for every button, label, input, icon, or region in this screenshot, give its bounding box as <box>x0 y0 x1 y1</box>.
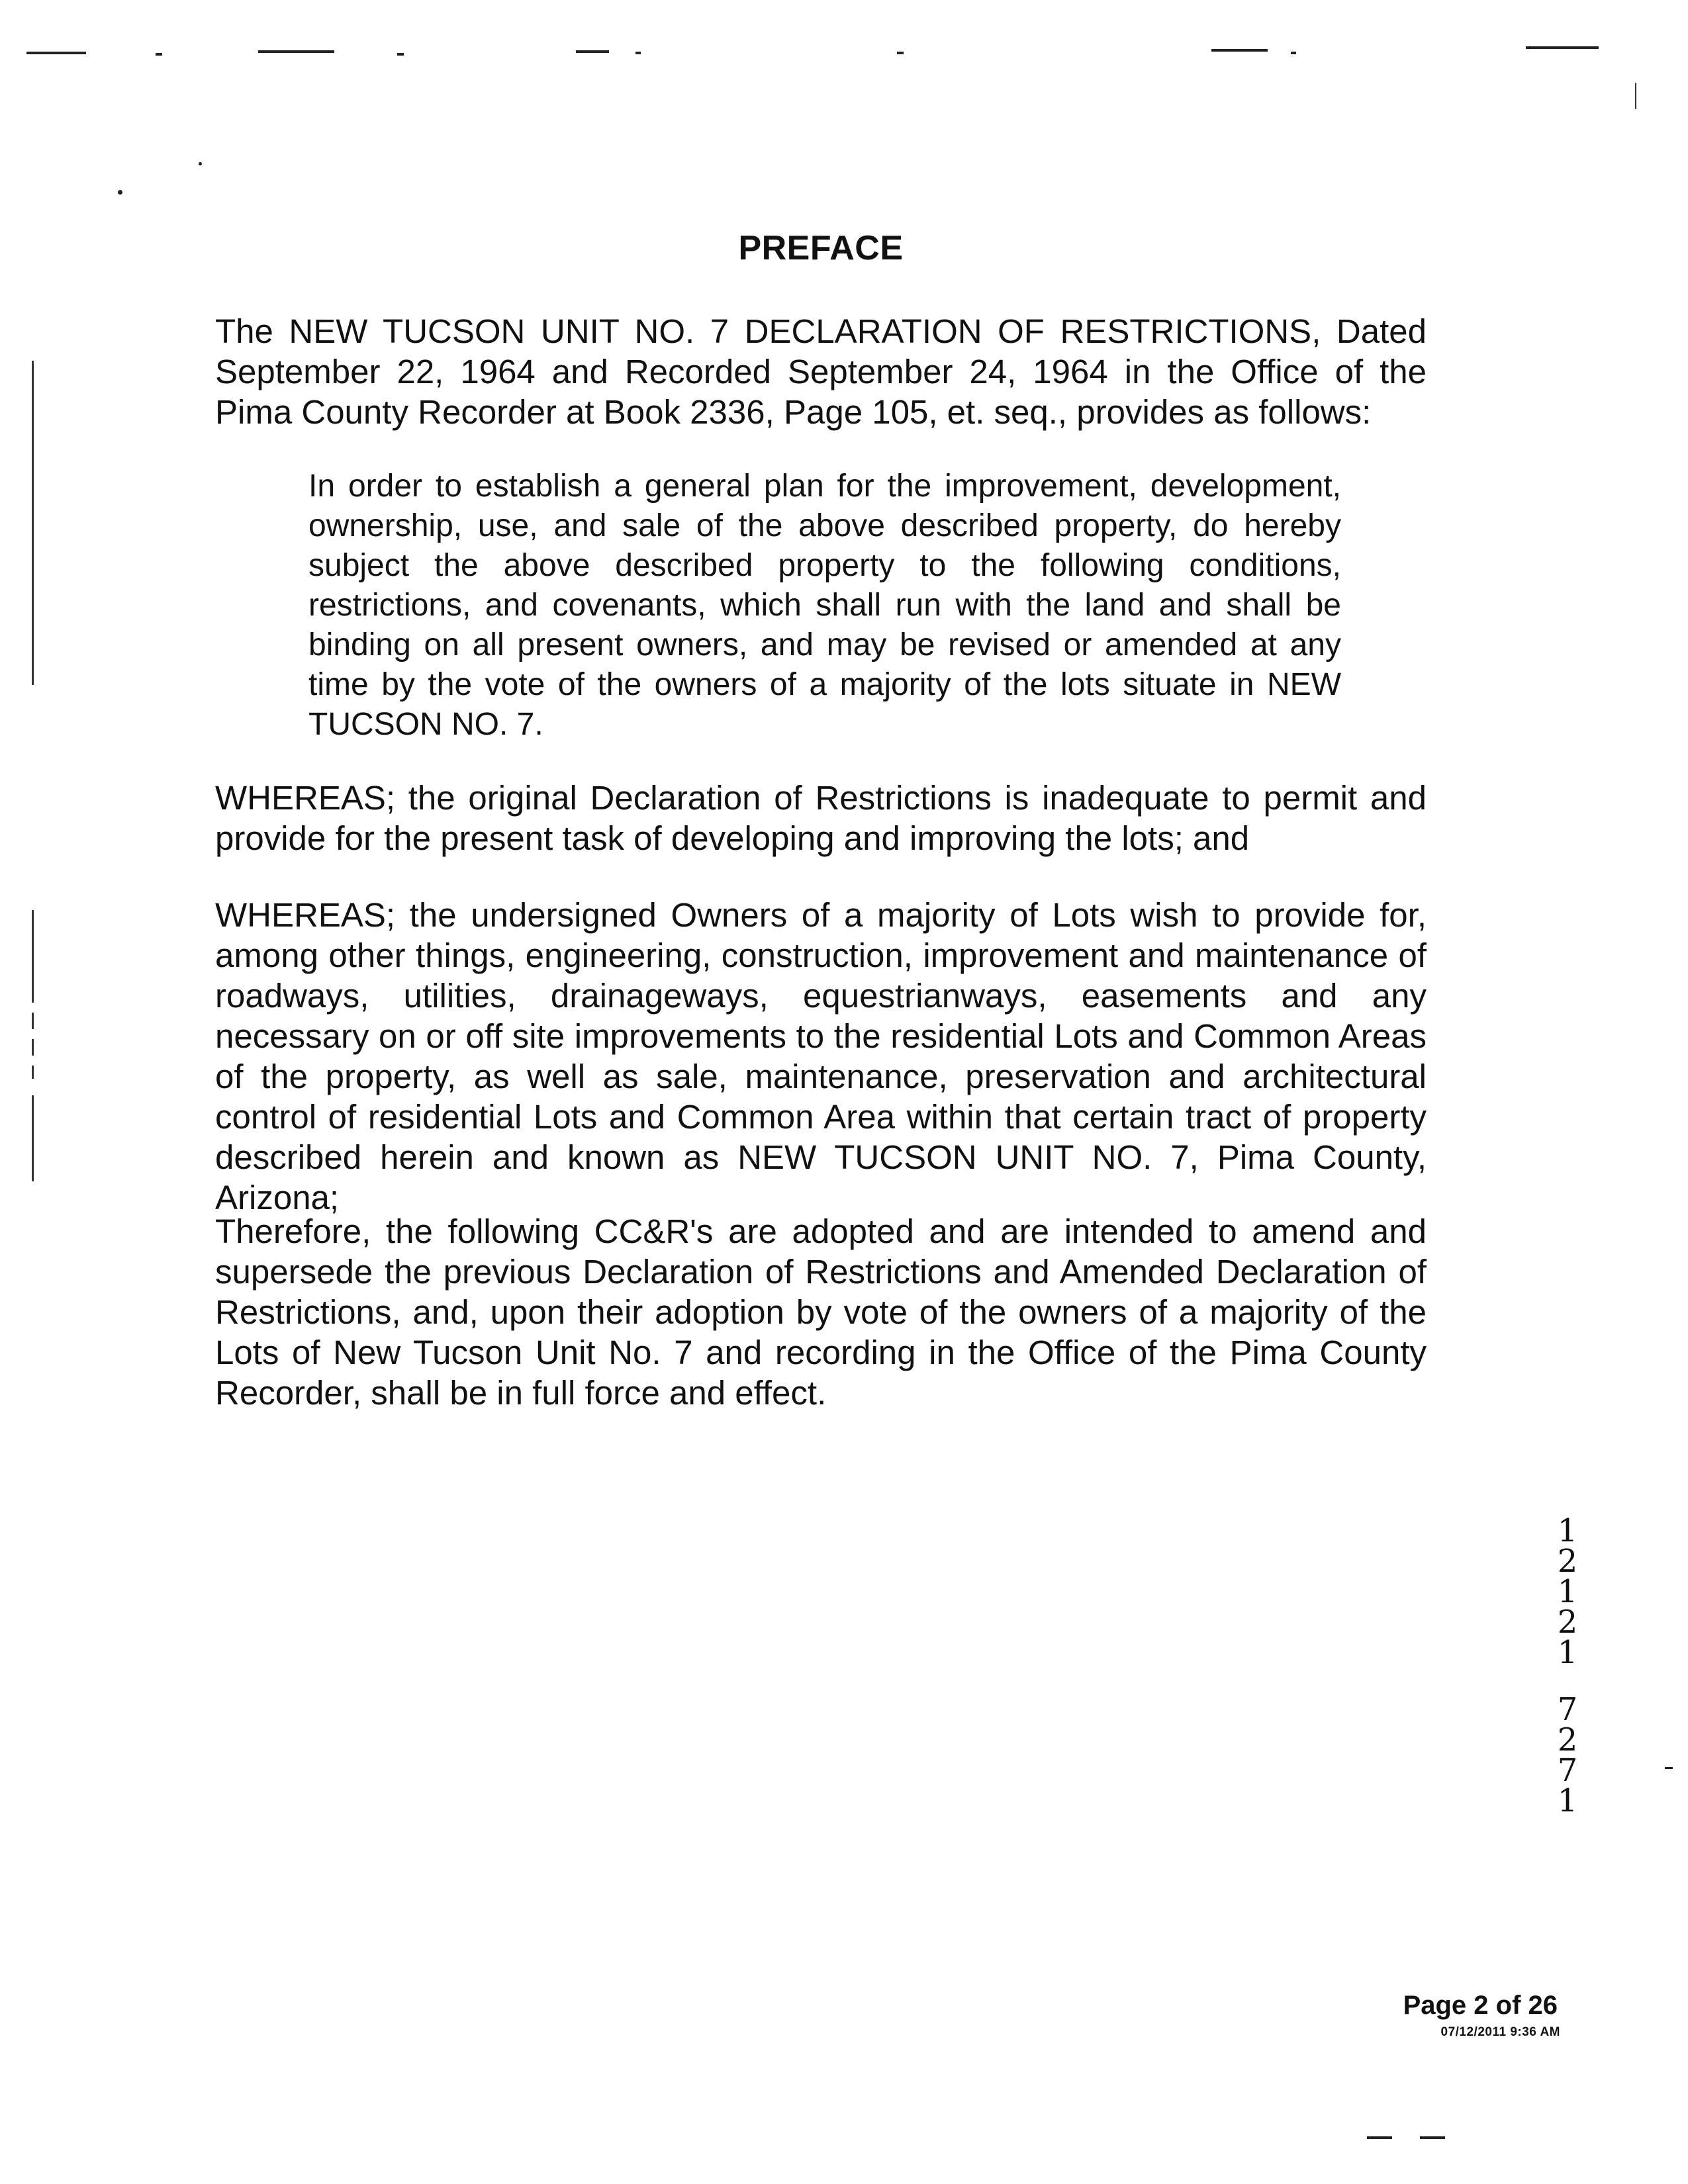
scan-mark <box>635 52 641 54</box>
recording-digit: 1 <box>1557 1512 1578 1549</box>
whereas-paragraph-1: WHEREAS; the original Declaration of Restrictions is inadequate to permit and provide for the present task of developing and improving the lots; and <box>215 779 1427 857</box>
scan-mark <box>1291 52 1296 54</box>
scan-mark <box>576 50 609 53</box>
recording-digit: 7 <box>1557 1691 1578 1728</box>
recording-digit: 2 <box>1557 1721 1578 1758</box>
scan-mark <box>1526 46 1599 49</box>
scan-mark <box>1367 2136 1392 2139</box>
page-number: Page 2 of 26 <box>1403 1991 1558 2020</box>
recording-number <box>1548 1512 1587 1819</box>
page-title: PREFACE <box>738 229 904 267</box>
margin-line <box>32 1066 34 1079</box>
scan-mark <box>26 52 86 54</box>
margin-line <box>32 910 34 1003</box>
margin-line <box>32 1039 34 1056</box>
scan-mark <box>397 53 404 56</box>
scan-mark <box>897 52 904 54</box>
scan-mark <box>1420 2136 1445 2139</box>
margin-line <box>32 1095 34 1181</box>
recording-digit: 2 <box>1557 1604 1578 1641</box>
margin-line <box>32 1013 34 1029</box>
print-timestamp: 07/12/2011 9:36 AM <box>1440 2025 1560 2039</box>
margin-line <box>32 361 34 685</box>
recording-digit: 2 <box>1557 1543 1578 1580</box>
scan-mark <box>1665 1767 1673 1769</box>
scan-mark <box>258 50 334 53</box>
scan-speck <box>199 162 202 165</box>
recording-digit: 7 <box>1557 1752 1578 1789</box>
scan-mark <box>1211 49 1268 52</box>
recording-digit: 1 <box>1557 1782 1578 1819</box>
recording-digit: 1 <box>1557 1573 1578 1610</box>
therefore-paragraph: Therefore, the following CC&R's are adopted and are intended to amend and supersede the previous Declaration of Restrictions and Amended Declaration of Restrictions, and, upon their adoption by vote of the owners of a majority of the Lots of New Tucson Unit No. 7 and recording in the Office of the Pima County Recorder, shall be in full force and effect. <box>215 1212 1427 1412</box>
scan-mark <box>156 53 162 56</box>
quoted-declaration: In order to establish a general plan for the improvement, development, ownership, use, and sale of the above described property, do hereby subject the above described property to the following conditions, restrictions, and covenants, which shall run with the land and shall be binding on all present owners, and may be revised or amended at any time by the vote of the owners of a majority of the lots situate in NEW TUCSON NO. 7. <box>308 469 1341 742</box>
intro-paragraph: The NEW TUCSON UNIT NO. 7 DECLARATION OF RESTRICTIONS, Dated September 22, 1964 and Recorded September 24, 1964 in the Office of the Pima County Recorder at Book 2336, Page 105, et. seq., provides as follows: <box>215 312 1427 431</box>
scan-mark <box>1635 83 1636 109</box>
scan-speck <box>118 190 122 195</box>
whereas-paragraph-2: WHEREAS; the undersigned Owners of a majority of Lots wish to provide for, among other things, engineering, construction, improvement and maintenance of roadways, utilities, drainageways, equestrianways, easements and any necessary on or off site improvements to the residential Lots and Common Areas of the property, as well as sale, maintenance, preservation and architectural control of residential Lots and Common Area within that certain tract of property described herein and known as NEW TUCSON UNIT NO. 7, Pima County, Arizona; <box>215 896 1427 1216</box>
recording-digit: 1 <box>1557 1634 1578 1671</box>
